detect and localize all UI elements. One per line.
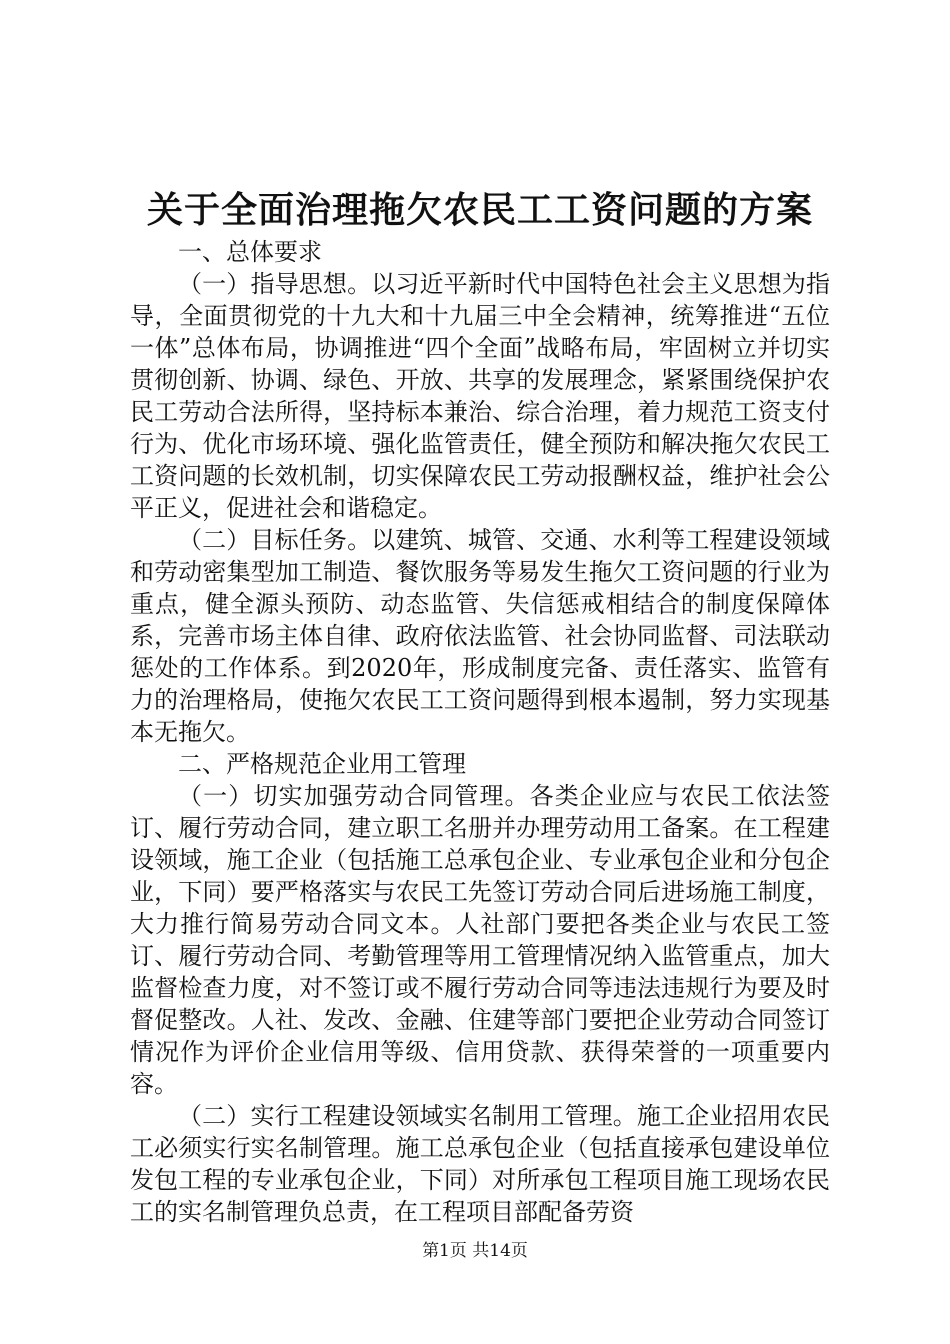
page-footer: 第1页 共14页: [422, 1241, 528, 1261]
paragraph: （一）指导思想。以习近平新时代中国特色社会主义思想为指导，全面贯彻党的十九大和十九届三中全会精神，统筹推进“五位一体”总体布局，协调推进“四个全面”战略布局，牢固树立并切实贯彻创新、协调、绿色、开放、共享的发展理念，紧紧围绕保护农民工劳动合法所得，坚持标本兼治、综合治理，着力规范工资支付行为、优化市场环境、强化监管责任，健全预防和解决拖欠农民工工资问题的长效机制，切实保障农民工劳动报酬权益，维护社会公平正义，促进社会和谐稳定。: [130, 270, 830, 522]
paragraph: （一）切实加强劳动合同管理。各类企业应与农民工依法签订、履行劳动合同，建立职工名册并办理劳动用工备案。在工程建设领域，施工企业（包括施工总承包企业、专业承包企业和分包企业，下同）要严格落实与农民工先签订劳动合同后进场施工制度，大力推行简易劳动合同文本。人社部门要把各类企业与农民工签订、履行劳动合同、考勤管理等用工管理情况纳入监管重点，加大监督检查力度，对不签订或不履行劳动合同等违法违规行为要及时督促整改。人社、发改、金融、住建等部门要把企业劳动合同签订情况作为评价企业信用等级、信用贷款、获得荣誉的一项重要内容。: [130, 782, 830, 1098]
paragraph: （二）实行工程建设领域实名制用工管理。施工企业招用农民工必须实行实名制管理。施工总承包企业（包括直接承包建设单位发包工程的专业承包企业，下同）对所承包工程项目施工现场农民工的实名制管理负总责，在工程项目部配备劳资: [130, 1102, 830, 1226]
document-title: 关于全面治理拖欠农民工工资问题的方案: [146, 189, 813, 231]
paragraph: （二）目标任务。以建筑、城管、交通、水利等工程建设领域和劳动密集型加工制造、餐饮服务等易发生拖欠工资问题的行业为重点，健全源头预防、动态监管、失信惩戒相结合的制度保障体系，完善市场主体自律、政府依法监管、社会协同监督、司法联动惩处的工作体系。到2020年，形成制度完备、责任落实、监管有力的治理格局，使拖欠农民工工资问题得到根本遏制，努力实现基本无拖欠。: [130, 526, 830, 746]
section-heading: 一、总体要求: [178, 238, 322, 266]
document-body: [130, 236, 830, 1228]
section-heading: 二、严格规范企业用工管理: [178, 750, 466, 778]
